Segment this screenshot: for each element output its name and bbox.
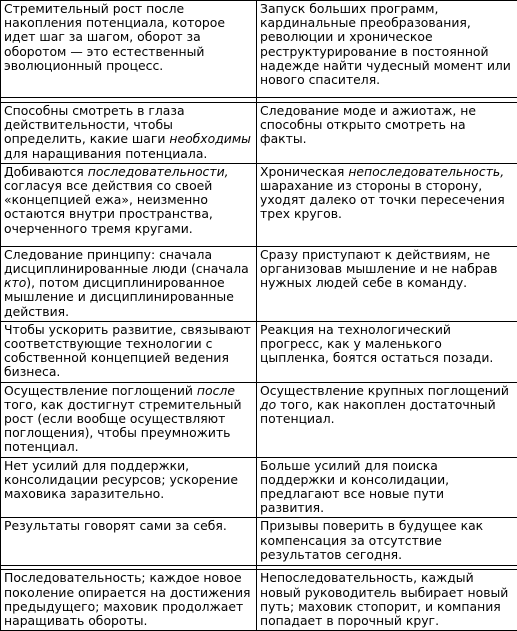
italic-text: непоследовательность, <box>348 164 504 179</box>
cell-line <box>4 165 253 179</box>
cell-line <box>260 571 514 585</box>
cell-line <box>260 459 514 473</box>
cell-line <box>260 501 514 515</box>
right-cell <box>257 246 517 321</box>
text-run: Призывы поверить в будущее как <box>260 518 483 533</box>
text-run: Запуск больших программ, <box>260 1 438 16</box>
table-row <box>1 457 517 518</box>
cell-line <box>260 132 514 146</box>
text-run: Результаты говорят сами за себя. <box>4 518 227 533</box>
text-run: собственной концепцией ведения <box>4 350 229 365</box>
text-run: поглощения), чтобы преумножить <box>4 425 230 440</box>
cell-line <box>4 104 253 118</box>
cell-line <box>4 412 253 426</box>
text-run: развития. <box>260 500 324 515</box>
cell-line <box>4 193 253 207</box>
cell-line <box>4 398 253 412</box>
text-run: накопления потенциала, которое <box>4 15 225 30</box>
cell-line <box>4 600 253 614</box>
cell-line <box>260 398 514 412</box>
italic-text: после <box>197 383 235 398</box>
cell-line <box>4 207 253 221</box>
cell-line <box>260 30 514 44</box>
left-cell <box>1 103 257 164</box>
text-run: дисциплинированные люди (сначала <box>4 261 249 276</box>
text-run: идет шаг за шагом, оборот за <box>4 29 201 44</box>
text-run: рост (если вообще осуществляют <box>4 411 225 426</box>
text-run: бизнеса. <box>4 364 60 379</box>
cell-line <box>4 440 253 454</box>
text-run: реструктурирование в постоянной <box>260 44 489 59</box>
cell-line <box>4 276 253 290</box>
text-run: способны открыто смотреть на <box>260 117 466 132</box>
cell-line <box>4 351 253 365</box>
text-run: Осуществление поглощений <box>4 383 197 398</box>
table-row <box>1 246 517 321</box>
left-cell <box>1 457 257 518</box>
text-run: Нет усилий для поддержки, <box>4 458 189 473</box>
text-run: действительности, чтобы <box>4 117 173 132</box>
text-run: Осуществление крупных поглощений <box>260 383 509 398</box>
text-run: кардинальные преобразования, <box>260 15 471 30</box>
cell-line <box>260 384 514 398</box>
text-run: потенциал. <box>260 411 335 426</box>
left-cell <box>1 570 257 631</box>
text-run: результатов сегодня. <box>260 547 402 562</box>
text-run: Последовательность; каждое новое <box>4 570 242 585</box>
cell-line <box>4 473 253 487</box>
text-run: остаются внутри пространства, <box>4 206 213 221</box>
italic-text: до <box>260 397 276 412</box>
text-run: действия. <box>4 304 69 319</box>
cell-line <box>4 290 253 304</box>
cell-line <box>260 600 514 614</box>
left-cell <box>1 163 257 246</box>
text-run: Сразу приступают к действиям, не <box>260 247 490 262</box>
text-run: новый руководитель выбирает новый <box>260 585 508 600</box>
cell-line <box>260 519 514 533</box>
cell-line <box>260 487 514 501</box>
text-run: мышление и дисциплинированные <box>4 289 234 304</box>
italic-text: кто <box>4 275 26 290</box>
text-run: согласуя все действия со своей <box>4 178 212 193</box>
text-run: эволюционный процесс. <box>4 58 163 73</box>
table-row <box>1 103 517 164</box>
cell-line <box>4 147 253 161</box>
cell-line <box>4 487 253 501</box>
cell-line <box>260 45 514 59</box>
text-run: предлагают все новые пути <box>260 486 444 501</box>
table-row <box>1 518 517 566</box>
italic-text: последовательности, <box>88 164 229 179</box>
cell-line <box>4 248 253 262</box>
cell-line <box>260 104 514 118</box>
text-run: поколение опирается на достижения <box>4 585 251 600</box>
text-run: того, как достигнут стремительный <box>4 397 242 412</box>
cell-line <box>4 337 253 351</box>
cell-line <box>260 323 514 337</box>
text-run: Непоследовательность, каждый <box>260 570 474 585</box>
text-run: оборотом — это естественный <box>4 44 204 59</box>
text-run: ), потом дисциплинированное <box>26 275 224 290</box>
cell-line <box>4 262 253 276</box>
comparison-table-body <box>1 1 517 631</box>
cell-line <box>4 323 253 337</box>
italic-text: необходимы <box>169 131 251 146</box>
cell-line <box>260 165 514 179</box>
cell-line <box>260 614 514 628</box>
text-run: очерченного тремя кругами. <box>4 221 193 236</box>
cell-line <box>260 548 514 562</box>
text-run: попадает в порочный круг. <box>260 613 439 628</box>
text-run: Следование принципу: сначала <box>4 247 212 262</box>
cell-line <box>260 179 514 193</box>
cell-line <box>4 132 253 146</box>
cell-line <box>260 473 514 487</box>
text-run: Стремительный рост после <box>4 1 184 16</box>
right-cell <box>257 321 517 382</box>
text-run: поддержки и консолидации, <box>260 472 449 487</box>
cell-line <box>260 73 514 87</box>
text-run: маховика заразительно. <box>4 486 164 501</box>
right-cell <box>257 570 517 631</box>
text-run: предыдущего; маховик продолжает <box>4 599 243 614</box>
left-cell <box>1 321 257 382</box>
cell-line <box>260 412 514 426</box>
cell-line <box>260 16 514 30</box>
table-row <box>1 1 517 98</box>
text-run: потенциал. <box>4 439 79 454</box>
text-run: Способны смотреть в глаза <box>4 103 185 118</box>
cell-line <box>4 16 253 30</box>
left-cell <box>1 246 257 321</box>
cell-line <box>4 459 253 473</box>
table-row <box>1 382 517 457</box>
text-run: организовав мышление и не набрав <box>260 261 498 276</box>
text-run: Хроническая <box>260 164 348 179</box>
cell-line <box>260 337 514 351</box>
cell-line <box>260 193 514 207</box>
table-row <box>1 163 517 246</box>
text-run: Реакция на технологический <box>260 322 451 337</box>
text-run: консолидации ресурсов; ускорение <box>4 472 238 487</box>
cell-line <box>4 426 253 440</box>
left-cell <box>1 1 257 98</box>
text-run: Добиваются <box>4 164 88 179</box>
cell-line <box>260 586 514 600</box>
text-run: соответствующие технологии с <box>4 336 212 351</box>
cell-line <box>260 276 514 290</box>
table-row <box>1 570 517 631</box>
table-row <box>1 321 517 382</box>
cell-line <box>4 614 253 628</box>
cell-line <box>260 351 514 365</box>
cell-line <box>260 534 514 548</box>
text-run: шарахание из стороны в сторону, <box>260 178 482 193</box>
text-run: прогресс, как у маленького <box>260 336 442 351</box>
cell-line <box>4 571 253 585</box>
text-run: трех кругов. <box>260 206 342 221</box>
text-run: Больше усилий для поиска <box>260 458 438 473</box>
cell-line <box>4 519 253 533</box>
text-run: наращивать обороты. <box>4 613 147 628</box>
right-cell <box>257 457 517 518</box>
cell-line <box>4 365 253 379</box>
text-run: определить, какие шаги <box>4 131 169 146</box>
left-cell <box>1 518 257 566</box>
cell-line <box>4 179 253 193</box>
text-run: того, как накоплен достаточный <box>276 397 495 412</box>
text-run: для наращивания потенциала. <box>4 146 207 161</box>
right-cell <box>257 103 517 164</box>
cell-line <box>260 2 514 16</box>
text-run: Чтобы ускорить развитие, связывают <box>4 322 251 337</box>
left-cell <box>1 382 257 457</box>
text-run: нового спасителя. <box>260 72 380 87</box>
text-run: надежде найти чудесный момент или <box>260 58 511 73</box>
text-run: Следование моде и ажиотаж, не <box>260 103 476 118</box>
cell-line <box>260 248 514 262</box>
text-run: факты. <box>260 131 307 146</box>
cell-line <box>4 118 253 132</box>
text-run: «концепцией ежа», неизменно <box>4 192 208 207</box>
right-cell <box>257 1 517 98</box>
cell-line <box>260 262 514 276</box>
text-run: нужных людей себе в команду. <box>260 275 467 290</box>
cell-line <box>4 45 253 59</box>
right-cell <box>257 382 517 457</box>
text-run: цыпленка, боятся остаться позади. <box>260 350 493 365</box>
text-run: путь; маховик стопорит, и компания <box>260 599 501 614</box>
cell-line <box>4 586 253 600</box>
cell-line <box>4 30 253 44</box>
cell-line <box>260 59 514 73</box>
text-run: революции и хроническое <box>260 29 433 44</box>
right-cell <box>257 518 517 566</box>
text-run: компенсация за отсутствие <box>260 533 442 548</box>
cell-line <box>260 207 514 221</box>
cell-line <box>260 118 514 132</box>
cell-line <box>4 384 253 398</box>
cell-line <box>4 222 253 236</box>
right-cell <box>257 163 517 246</box>
cell-line <box>4 305 253 319</box>
text-run: уходят далеко от точки пересечения <box>260 192 505 207</box>
cell-line <box>4 59 253 73</box>
cell-line <box>4 2 253 16</box>
